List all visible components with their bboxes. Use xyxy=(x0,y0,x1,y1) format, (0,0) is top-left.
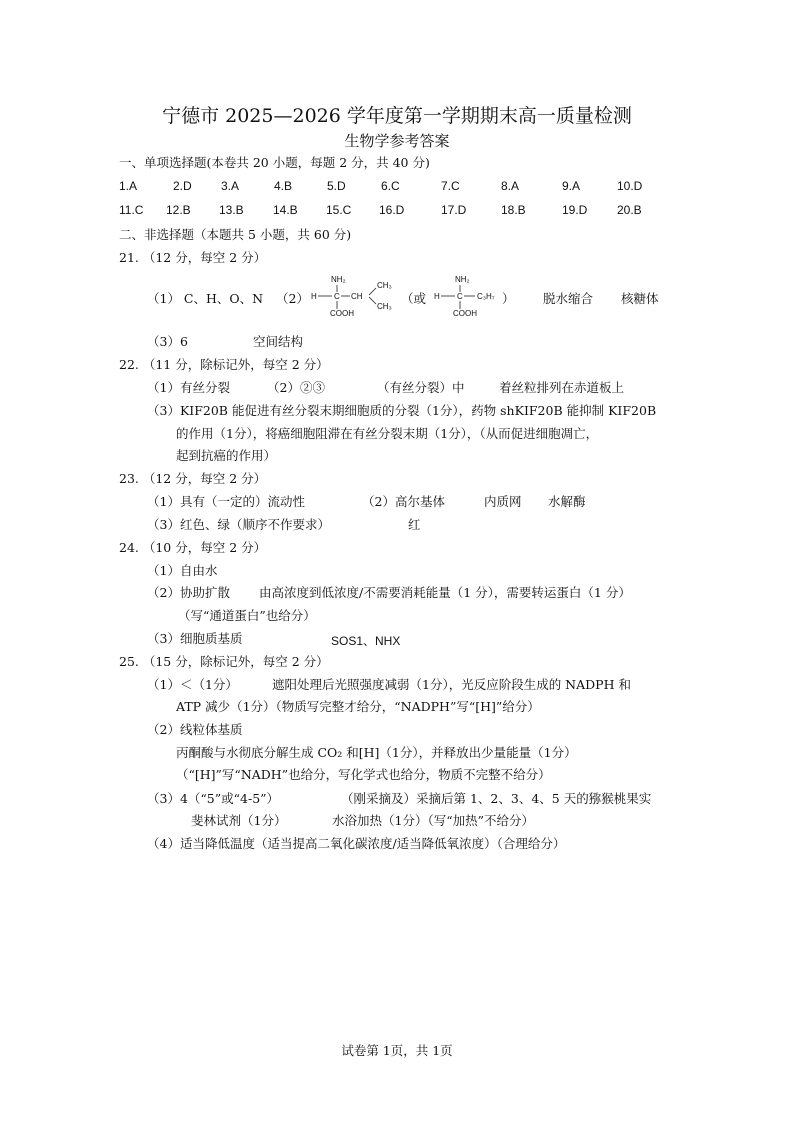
q25-answer-2: （2）线粒体基质 xyxy=(147,722,243,737)
q21-answer-3: （3）6 xyxy=(147,334,188,349)
q22-answer-2-b: （有丝分裂）中 xyxy=(377,380,465,395)
q23-answer-2-b: 内质网 xyxy=(484,494,522,509)
formula-c: C xyxy=(457,292,463,301)
answer-item: 11.C xyxy=(119,203,144,217)
q21-or-open: （或 xyxy=(401,291,427,306)
answer-item: 4.B xyxy=(274,179,293,193)
answer-item: 14.B xyxy=(273,203,298,217)
answer-item: 8.A xyxy=(501,179,520,193)
q23-answer-3-b: 红 xyxy=(408,517,421,532)
formula-ch3-top: CH₃ xyxy=(377,281,392,290)
answer-item: 7.C xyxy=(441,179,460,193)
formula-bonds xyxy=(310,283,390,313)
q25-answer-1: （1）＜（1分） xyxy=(147,677,238,692)
answer-item: 20.B xyxy=(617,203,642,217)
answer-item: 13.B xyxy=(219,203,244,217)
q24-answer-3-b: SOS1、NHX xyxy=(331,634,401,648)
formula-ch3-bottom: CH₃ xyxy=(377,302,392,311)
q23-answer-1: （1）具有（一定的）流动性 xyxy=(147,494,305,509)
q25-answer-3-b: （刚采摘及）采摘后第 1、2、3、4、5 天的猕猴桃果实 xyxy=(341,791,652,806)
formula-c: C xyxy=(334,292,340,301)
formula-cooh: COOH xyxy=(453,309,477,318)
q25-header: 25. （15 分，除标记外，每空 2 分） xyxy=(119,654,329,669)
answer-item: 15.C xyxy=(326,203,352,217)
q22-header: 22. （11 分，除标记外，每空 2 分） xyxy=(119,357,329,372)
answer-item: 2.D xyxy=(173,179,192,193)
answer-item: 6.C xyxy=(381,179,400,193)
q21-or-close: ） xyxy=(502,291,515,306)
q25-answer-3-c: 斐林试剂（1分） xyxy=(191,813,287,828)
q25-answer-3: （3）4（“5”或“4-5”） xyxy=(147,791,280,806)
formula-nh2: NH₂ xyxy=(331,275,346,284)
q21-answer-2-c: 核糖体 xyxy=(621,291,659,306)
q22-answer-2: （2）②③ xyxy=(267,380,325,395)
formula-ch: CH xyxy=(351,292,363,301)
q21-answer-2-label: （2） xyxy=(276,291,309,306)
q21-answer-3-b: 空间结构 xyxy=(253,334,304,349)
q25-answer-2-b: 丙酮酸与水彻底分解生成 CO₂ 和[H]（1分），并释放出少量能量（1分） xyxy=(176,745,577,760)
q22-answer-3-line1: （3）KIF20B 能促进有丝分裂末期细胞质的分裂（1分），药物 shKIF20B 能抑制 KIF20B xyxy=(147,403,657,418)
q25-answer-4: （4）适当降低温度（适当提高二氧化碳浓度/适当降低氧浓度）（合理给分） xyxy=(147,836,566,851)
q23-answer-3: （3）红色、绿（顺序不作要求） xyxy=(147,517,330,532)
q22-answer-3-line3: 起到抗癌的作用） xyxy=(176,448,277,463)
q25-answer-3-d: 水浴加热（1分）（写“加热”不给分） xyxy=(332,813,534,828)
answer-item: 12.B xyxy=(166,203,191,217)
q25-answer-2-note: （“[H]”写“NADH”也给分，写化学式也给分，物质不完整不给分） xyxy=(176,767,551,782)
q23-answer-2: （2）高尔基体 xyxy=(362,494,445,509)
q24-answer-2-b: 由高浓度到低浓度/不需要消耗能量（1 分），需要转运蛋白（1 分） xyxy=(259,585,631,600)
formula-cooh: COOH xyxy=(330,309,354,318)
q24-answer-1: （1）自由水 xyxy=(147,563,218,578)
q21-answer-1: （1） C、H、O、N xyxy=(147,291,264,306)
answer-item: 5.D xyxy=(327,179,346,193)
q24-answer-2: （2）协助扩散 xyxy=(147,585,230,600)
formula-bonds xyxy=(433,283,483,313)
answer-item: 17.D xyxy=(441,203,467,217)
answer-item: 19.D xyxy=(562,203,588,217)
q25-answer-1-c: ATP 减少（1分）（物质写完整才给分，“NADPH”写“[H]”给分） xyxy=(176,699,540,714)
answer-item: 9.A xyxy=(562,179,581,193)
page-title: 宁德市 2025—2026 学年度第一学期期末高一质量检测 xyxy=(162,105,632,127)
q25-answer-1-b: 遮阳处理后光照强度减弱（1分），光反应阶段生成的 NADPH 和 xyxy=(272,677,631,692)
q24-header: 24. （10 分，每空 2 分） xyxy=(119,540,267,555)
q22-answer-2-c: 着丝粒排列在赤道板上 xyxy=(499,380,625,395)
q21-header: 21. （12 分，每空 2 分） xyxy=(119,250,267,265)
section2-heading: 二、非选择题（本题共 5 小题，共 60 分) xyxy=(119,227,352,242)
formula-c3h7: C₃H₇ xyxy=(477,292,495,301)
formula-h: H xyxy=(434,292,440,301)
q24-answer-2-note: （写“通道蛋白”也给分） xyxy=(178,608,316,623)
answer-item: 10.D xyxy=(617,179,643,193)
q23-answer-2-c: 水解酶 xyxy=(548,494,586,509)
page-subtitle: 生物学参考答案 xyxy=(344,132,450,150)
formula-nh2: NH₂ xyxy=(455,275,470,284)
page-footer: 试卷第 1页，共 1页 xyxy=(341,1043,453,1058)
answer-item: 16.D xyxy=(379,203,405,217)
q22-answer-1: （1）有丝分裂 xyxy=(147,380,230,395)
q24-answer-3: （3）细胞质基质 xyxy=(147,631,243,646)
q23-header: 23. （12 分，每空 2 分） xyxy=(119,471,267,486)
answer-item: 18.B xyxy=(501,203,526,217)
answer-item: 1.A xyxy=(119,179,138,193)
answer-item: 3.A xyxy=(221,179,240,193)
q22-answer-3-line2: 的作用（1分），将癌细胞阻滞在有丝分裂末期（1分），（从而促进细胞凋亡， xyxy=(176,426,599,441)
section1-heading: 一、单项选择题(本卷共 20 小题，每题 2 分，共 40 分) xyxy=(119,155,430,170)
formula-h: H xyxy=(311,292,317,301)
q21-answer-2-b: 脱水缩合 xyxy=(543,291,594,306)
